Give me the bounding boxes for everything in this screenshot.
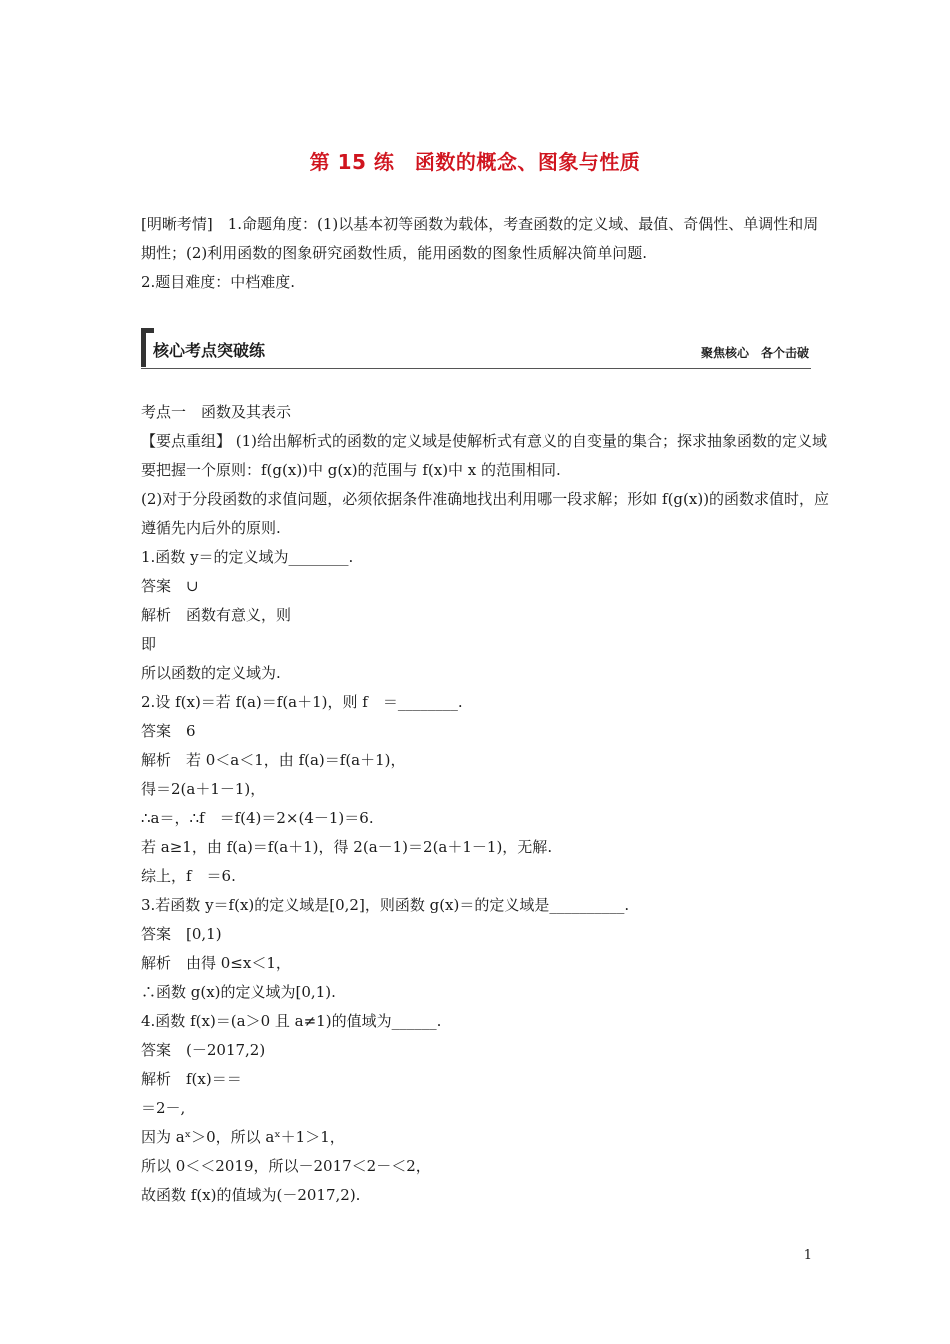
analysis: 所以 0＜＜2019，所以－2017＜2－＜2， xyxy=(141,1157,431,1175)
analysis: 若 a≥1，由 f(a)＝f(a＋1)，得 2(a－1)＝2(a＋1－1)，无解. xyxy=(141,838,553,856)
answer: 答案 6 xyxy=(141,722,196,740)
page-title: 第 15 练 函数的概念、图象与性质 xyxy=(309,150,641,174)
question: 1.函数 y＝的定义域为________. xyxy=(141,548,354,566)
intro-line: 2.题目难度：中档难度. xyxy=(141,273,296,291)
analysis: 所以函数的定义域为. xyxy=(141,664,281,682)
content-body xyxy=(141,398,831,1210)
section-header xyxy=(141,328,811,369)
analysis: 得＝2(a＋1－1)， xyxy=(141,780,266,798)
analysis: 因为 aˣ＞0，所以 aˣ＋1＞1， xyxy=(141,1128,345,1146)
key-points: (2)对于分段函数的求值问题，必须依据条件准确地找出利用哪一段求解；形如 f(g(x))的函数求值时，应遵循先内后外的原则. xyxy=(141,490,830,537)
analysis: 解析 由得 0≤x＜1， xyxy=(141,954,291,972)
question: 4.函数 f(x)＝(a＞0 且 a≠1)的值域为______. xyxy=(141,1012,442,1030)
key-points: 【要点重组】 (1)给出解析式的函数的定义域是使解析式有意义的自变量的集合；探求抽象函数的定义域要把握一个原则：f(g(x))中 g(x)的范围与 f(x)中 x 的范围相同. xyxy=(141,432,828,479)
analysis: 解析 f(x)＝＝ xyxy=(141,1070,242,1088)
question: 2.设 f(x)＝若 f(a)＝f(a＋1)，则 f ＝________. xyxy=(141,693,463,711)
section-title: 核心考点突破练 xyxy=(153,341,266,360)
answer: 答案 [0,1) xyxy=(141,925,222,943)
analysis: ＝2－, xyxy=(141,1099,186,1117)
intro-line: [明晰考情] 1.命题角度：(1)以基本初等函数为载体，考查函数的定义域、最值、奇偶性、单调性和周期性；(2)利用函数的图象研究函数性质，能用函数的图象性质解决简单问题. xyxy=(141,215,819,262)
analysis: 综上，f ＝6. xyxy=(141,867,236,885)
page-number: 1 xyxy=(803,1248,812,1263)
question: 3.若函数 y＝f(x)的定义域是[0,2]，则函数 g(x)＝的定义域是__________. xyxy=(141,896,630,914)
analysis: ∴函数 g(x)的定义域为[0,1). xyxy=(141,983,336,1001)
analysis: 故函数 f(x)的值域为(－2017,2). xyxy=(141,1186,361,1204)
analysis: 即 xyxy=(141,635,157,653)
answer: 答案 (－2017,2) xyxy=(141,1041,266,1059)
analysis: 解析 函数有意义，则 xyxy=(141,606,292,624)
section-subtitle: 聚焦核心 各个击破 xyxy=(700,346,809,360)
answer: 答案 ∪ xyxy=(141,577,199,595)
topic-heading: 考点一 函数及其表示 xyxy=(141,403,292,421)
analysis: ∴a＝，∴f ＝f(4)＝2×(4－1)＝6. xyxy=(141,809,374,827)
intro-block xyxy=(141,210,831,297)
analysis: 解析 若 0＜a＜1，由 f(a)＝f(a＋1)， xyxy=(141,751,406,769)
